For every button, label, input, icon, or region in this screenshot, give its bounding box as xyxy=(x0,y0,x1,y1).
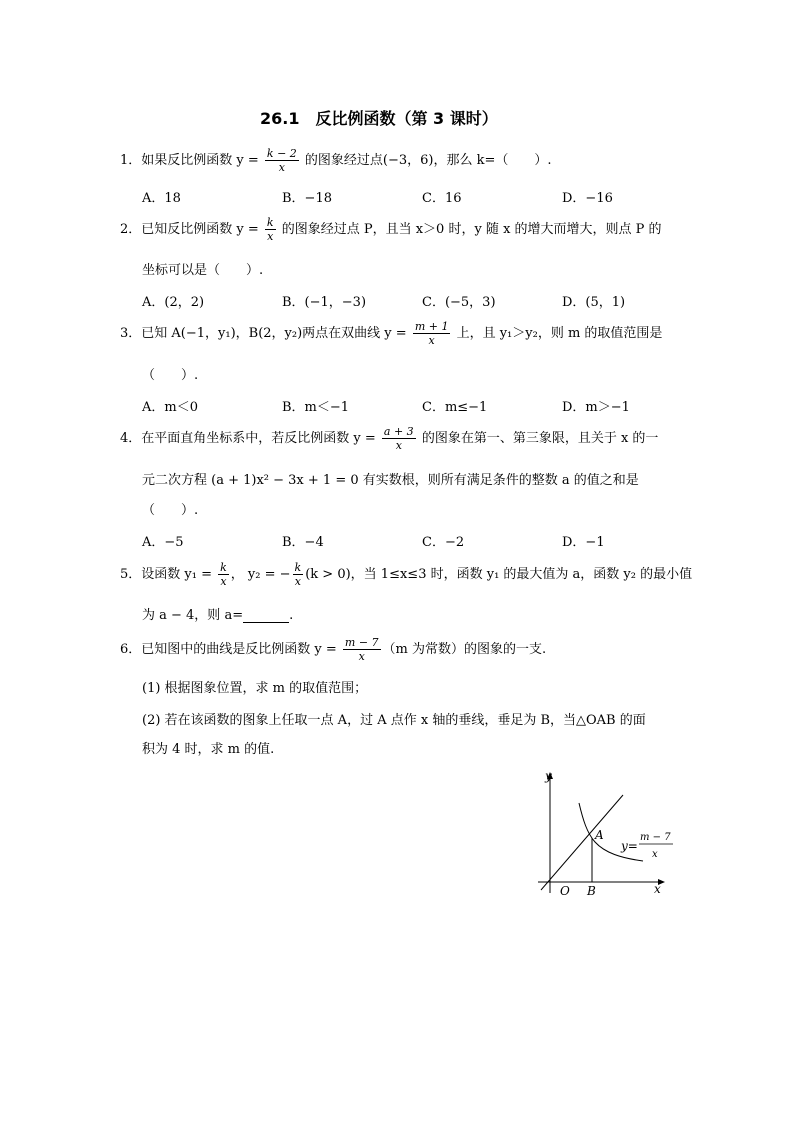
question-2-stem-post: 的图象经过点 P，且当 x＞0 时，y 随 x 的增大而增大，则点 P 的 xyxy=(277,222,662,237)
label-o: O xyxy=(560,884,570,898)
page-title: 26.1 反比例函数（第 3 课时） xyxy=(260,109,498,128)
question-1-option-d: D．−16 xyxy=(562,191,613,206)
question-4-line2: 元二次方程 (a + 1)x² − 3x + 1 = 0 有实数根，则所有满足条件的整数 a 的值之和是 xyxy=(142,473,639,488)
question-5-stem-post: (k > 0)，当 1≤x≤3 时，函数 y₁ 的最大值为 a，函数 y₂ 的最小值 xyxy=(305,567,693,582)
question-3-option-b: B．m＜−1 xyxy=(282,400,350,415)
curve-label-prefix: y= xyxy=(621,839,638,853)
question-5-line2-post: . xyxy=(289,608,294,623)
question-2 xyxy=(120,216,662,243)
question-4-option-d: D．−1 xyxy=(562,535,605,550)
question-1-option-a: A．18 xyxy=(142,191,181,206)
question-2-fraction: $\frac{k}{x}$ xyxy=(266,216,274,243)
question-6-sub-2: (2) 若在该函数的图象上任取一点 A，过 A 点作 x 轴的垂线，垂足为 B，当△OAB 的面 xyxy=(142,713,646,728)
curve-label-denominator: x xyxy=(652,849,658,860)
question-3-option-c: C．m≤−1 xyxy=(422,400,488,415)
question-3-option-a: A．m＜0 xyxy=(142,400,198,415)
question-3-stem-post: 上，且 y₁＞y₂，则 m 的取值范围是 xyxy=(452,326,663,341)
question-2-line2: 坐标可以是（ ）. xyxy=(142,263,264,278)
question-6-stem-pre: 6．已知图中的曲线是反比例函数 y = xyxy=(120,642,341,657)
question-3-line2: （ ）. xyxy=(142,368,199,383)
question-3-stem-pre: 3．已知 A(−1，y₁)，B(2，y₂)两点在双曲线 y = xyxy=(120,326,411,341)
question-5 xyxy=(120,561,692,588)
question-4-fraction: $\frac{a + 3}{x}$ xyxy=(383,425,414,452)
question-3 xyxy=(120,320,662,347)
curve-label-numerator: m − 7 xyxy=(640,832,671,843)
question-5-line2-pre: 为 a − 4，则 a= xyxy=(142,608,244,623)
label-y: y xyxy=(545,769,552,783)
question-5-fraction-2: $\frac{k}{x}$ xyxy=(294,561,302,588)
question-5-fraction-1: $\frac{k}{x}$ xyxy=(220,561,227,588)
question-2-stem-pre: 2．已知反比例函数 y = xyxy=(120,222,263,237)
question-5-stem-pre: 5．设函数 y₁ = xyxy=(120,567,217,582)
question-5-line2 xyxy=(142,604,293,623)
line-oa xyxy=(541,795,623,890)
question-1-option-c: C．16 xyxy=(422,191,462,206)
question-1-stem-post: 的图象经过点(−3，6)，那么 k=（ ）. xyxy=(300,153,552,168)
label-a: A xyxy=(595,828,604,842)
label-b: B xyxy=(587,884,596,898)
question-6-stem-post: （m 为常数）的图象的一支. xyxy=(382,642,547,657)
question-4-stem-pre: 4．在平面直角坐标系中，若反比例函数 y = xyxy=(120,431,380,446)
question-6-sub-2-cont: 积为 4 时，求 m 的值. xyxy=(142,742,275,757)
question-4-stem-post: 的图象在第一、第三象限，且关于 x 的一 xyxy=(417,431,659,446)
question-2-option-d: D．(5，1) xyxy=(562,295,626,310)
question-5-stem-mid: ， y₂ = − xyxy=(230,567,291,582)
question-1-stem-pre: 1．如果反比例函数 y = xyxy=(120,153,263,168)
question-2-option-b: B．(−1，−3) xyxy=(282,295,367,310)
question-4-option-b: B．−4 xyxy=(282,535,324,550)
question-6-sub-1: (1) 根据图象位置，求 m 的取值范围； xyxy=(142,681,368,696)
question-4-line3: （ ）. xyxy=(142,503,199,518)
question-3-option-d: D．m＞−1 xyxy=(562,400,630,415)
question-2-option-a: A．(2，2) xyxy=(142,295,205,310)
question-6-fraction: $\frac{m - 7}{x}$ xyxy=(344,636,379,663)
question-4-option-a: A．−5 xyxy=(142,535,184,550)
question-1-option-b: B．−18 xyxy=(282,191,332,206)
hyperbola-figure xyxy=(533,765,693,905)
question-6 xyxy=(120,636,546,663)
question-4-option-c: C．−2 xyxy=(422,535,465,550)
answer-blank xyxy=(243,610,289,623)
label-x: x xyxy=(654,882,661,896)
question-2-option-c: C．(−5，3) xyxy=(422,295,496,310)
question-1-fraction: $\frac{k - 2}{x}$ xyxy=(266,147,297,174)
question-1 xyxy=(120,147,552,174)
question-4 xyxy=(120,425,658,452)
question-3-fraction: $\frac{m + 1}{x}$ xyxy=(414,320,449,347)
